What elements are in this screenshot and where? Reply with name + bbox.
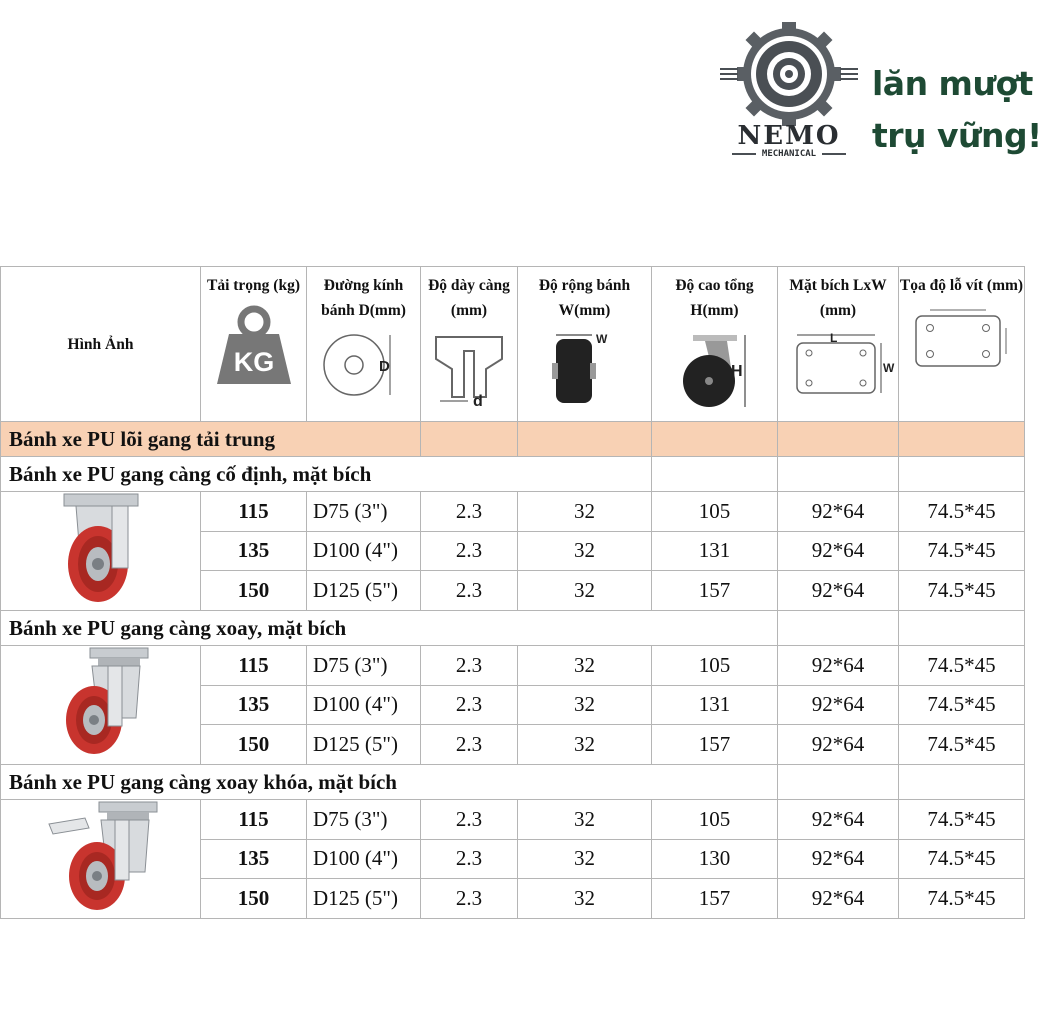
holes-cell: 74.5*45 [899,531,1025,571]
load-cell: 135 [201,839,307,879]
header-height [652,267,778,422]
hole-spacing-icon [910,306,1014,370]
width-cell: 32 [518,531,652,571]
width-cell: 32 [518,839,652,879]
width-cell: 32 [518,800,652,840]
diameter-letter: D [378,358,390,375]
holes-cell: 74.5*45 [899,800,1025,840]
group-title-row [1,765,1025,800]
slogan [872,58,1042,162]
nemo-logo [718,22,860,162]
load-cell: 150 [201,725,307,765]
category-cell [518,422,652,457]
holes-cell: 74.5*45 [899,879,1025,919]
height-cell: 105 [652,646,778,686]
group-cell [652,457,778,492]
swivel-brake-caster-icon [41,800,161,912]
product-image-cell [1,646,201,765]
wheel-width-icon [550,331,620,407]
weight-icon-label: KG [233,347,274,377]
plate-cell: 92*64 [778,531,899,571]
height-cell: 131 [652,531,778,571]
holes-cell: 74.5*45 [899,839,1025,879]
thickness-cell: 2.3 [421,492,518,532]
header-thickness-label: Độ dày càng (mm) [428,277,510,319]
load-cell: 150 [201,571,307,611]
gear-icon [737,22,841,126]
diameter-cell: D100 (4") [307,531,421,571]
group-title: Bánh xe PU gang càng xoay khóa, mặt bích [1,765,778,800]
width-cell: 32 [518,571,652,611]
product-image-cell [1,492,201,611]
brand-sub: MECHANICAL [761,149,817,159]
thickness-cell: 2.3 [421,879,518,919]
category-title: Bánh xe PU lõi gang tải trung [1,422,421,457]
header-height-label: Độ cao tổng H(mm) [675,277,754,319]
plate-cell: 92*64 [778,646,899,686]
thickness-cell: 2.3 [421,685,518,725]
plate-cell: 92*64 [778,800,899,840]
fork-thickness-icon [428,331,510,409]
spec-table [0,266,1025,919]
height-cell: 105 [652,492,778,532]
diameter-cell: D100 (4") [307,839,421,879]
group-title: Bánh xe PU gang càng xoay, mặt bích [1,611,778,646]
group-title-row [1,457,1025,492]
plate-w-letter: W [883,361,895,375]
slogan-line-1: lăn mượt [872,64,1033,103]
group-title: Bánh xe PU gang càng cố định, mặt bích [1,457,652,492]
holes-cell: 74.5*45 [899,685,1025,725]
width-cell: 32 [518,725,652,765]
thickness-cell: 2.3 [421,531,518,571]
thickness-cell: 2.3 [421,725,518,765]
product-image-cell [1,800,201,919]
header-plate [778,267,899,422]
load-cell: 150 [201,879,307,919]
plate-l-letter: L [830,331,838,345]
category-cell [421,422,518,457]
weight-icon [215,306,293,386]
height-cell: 157 [652,879,778,919]
brand-name: NEMO [737,121,841,151]
width-cell: 32 [518,646,652,686]
width-cell: 32 [518,685,652,725]
diameter-cell: D125 (5") [307,725,421,765]
slogan-line-2: trụ vững! [872,116,1042,155]
fixed-caster-icon [46,492,156,604]
height-cell: 131 [652,685,778,725]
plate-cell: 92*64 [778,685,899,725]
group-cell [778,765,899,800]
header-diameter [307,267,421,422]
thickness-cell: 2.3 [421,839,518,879]
thickness-cell: 2.3 [421,646,518,686]
load-cell: 115 [201,800,307,840]
holes-cell: 74.5*45 [899,571,1025,611]
width-cell: 32 [518,879,652,919]
diameter-cell: D100 (4") [307,685,421,725]
header-holes-label: Tọa độ lỗ vít (mm) [899,277,1024,294]
diameter-cell: D75 (3") [307,646,421,686]
header-plate-label: Mặt bích LxW (mm) [789,277,887,319]
group-title-row [1,611,1025,646]
load-cell: 115 [201,492,307,532]
group-cell [899,457,1025,492]
plate-cell: 92*64 [778,492,899,532]
thickness-letter: d [473,393,483,410]
thickness-cell: 2.3 [421,800,518,840]
wheel-diameter-icon [322,331,406,399]
height-cell: 105 [652,800,778,840]
diameter-cell: D75 (3") [307,492,421,532]
header-holes [899,267,1025,422]
table-row [1,646,1025,686]
plate-cell: 92*64 [778,879,899,919]
height-cell: 157 [652,571,778,611]
group-cell [899,611,1025,646]
swivel-caster-icon [46,646,156,758]
load-cell: 135 [201,531,307,571]
category-row [1,422,1025,457]
category-cell [899,422,1025,457]
height-cell: 130 [652,839,778,879]
holes-cell: 74.5*45 [899,646,1025,686]
width-letter: W [595,332,607,346]
header-image: Hình Ảnh [1,267,201,422]
category-cell [778,422,899,457]
thickness-cell: 2.3 [421,571,518,611]
group-cell [778,611,899,646]
group-cell [899,765,1025,800]
height-cell: 157 [652,725,778,765]
plate-cell: 92*64 [778,725,899,765]
holes-cell: 74.5*45 [899,492,1025,532]
header-width-label: Độ rộng bánh W(mm) [538,277,631,319]
header-load-label: Tải trọng (kg) [207,277,300,294]
width-cell: 32 [518,492,652,532]
diameter-cell: D125 (5") [307,879,421,919]
load-cell: 115 [201,646,307,686]
top-plate-icon [783,331,893,397]
caster-height-icon [675,331,755,411]
header-load [201,267,307,422]
load-cell: 135 [201,685,307,725]
header-width [518,267,652,422]
plate-cell: 92*64 [778,571,899,611]
height-letter: H [730,363,743,380]
diameter-cell: D75 (3") [307,800,421,840]
category-cell [652,422,778,457]
holes-cell: 74.5*45 [899,725,1025,765]
group-cell [778,457,899,492]
header-thickness [421,267,518,422]
plate-cell: 92*64 [778,839,899,879]
table-row [1,800,1025,840]
table-row [1,492,1025,532]
diameter-cell: D125 (5") [307,571,421,611]
header-diameter-label: Đường kính bánh D(mm) [321,277,406,319]
header-row [1,267,1025,422]
